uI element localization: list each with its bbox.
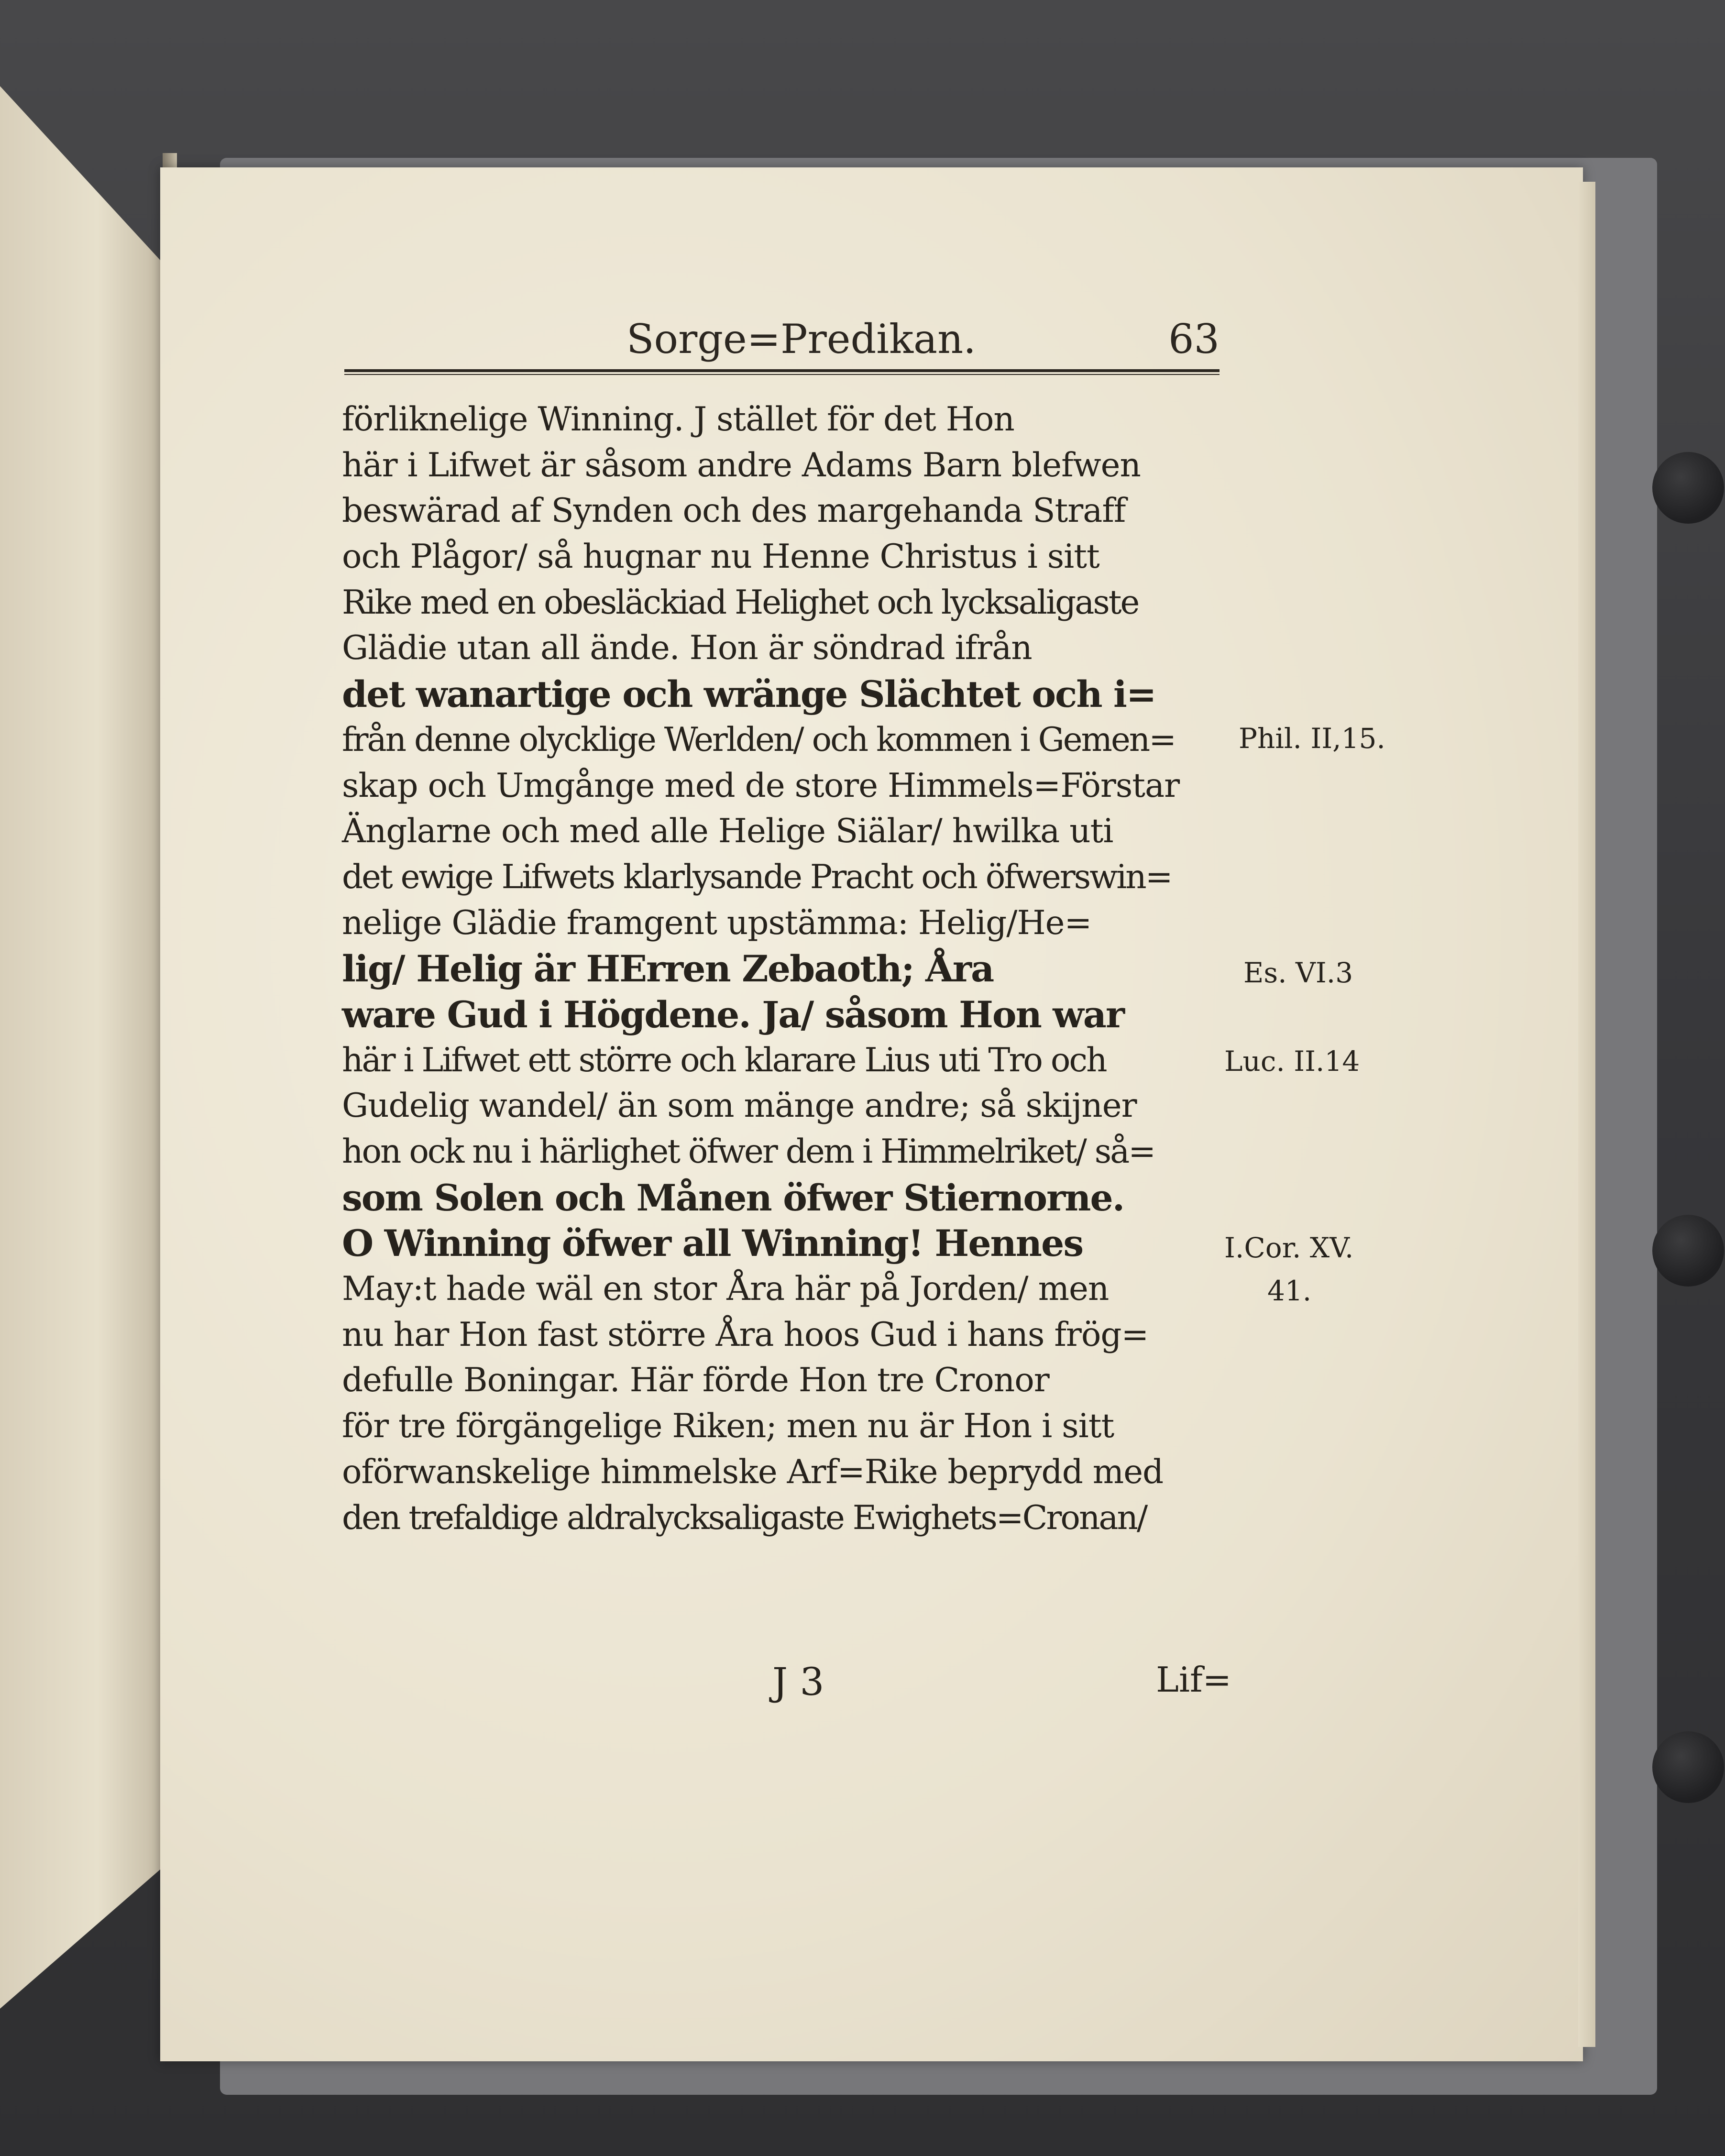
mounting-clip-bottom bbox=[1652, 1731, 1724, 1803]
text-line: beswärad af Synden och des margehanda Straff bbox=[342, 492, 1126, 530]
text-line: skap och Umgånge med de store Himmels=Förstar bbox=[342, 766, 1180, 805]
margin-ref-phil: Phil. II,15. bbox=[1239, 722, 1385, 755]
page-header bbox=[344, 316, 1220, 378]
page-number: 63 bbox=[1168, 316, 1220, 363]
text-line: nelige Glädie framgent upstämma: Helig/He= bbox=[342, 903, 1092, 942]
page-footer bbox=[342, 1660, 1231, 1707]
facing-left-page bbox=[0, 86, 177, 2009]
text-line: O Winning öfwer all Winning! Hennes bbox=[342, 1222, 1083, 1265]
text-line: från denne olycklige Werlden/ och kommen i Gemen= bbox=[342, 720, 1176, 759]
body-text bbox=[342, 397, 1231, 1541]
text-line: defulle Boningar. Här förde Hon tre Cronor bbox=[342, 1361, 1049, 1400]
text-line: den trefaldige aldralycksaligaste Ewighets=Cronan/ bbox=[342, 1498, 1147, 1537]
text-line: här i Lifwet ett större och klarare Lius uti Tro och bbox=[342, 1041, 1106, 1079]
margin-ref-es: Es. VI.3 bbox=[1243, 957, 1353, 989]
catchword: Lif= bbox=[1156, 1660, 1231, 1700]
text-line: Gudelig wandel/ än som mänge andre; så skijner bbox=[342, 1087, 1137, 1125]
text-line: förliknelige Winning. J stället för det Hon bbox=[342, 400, 1014, 439]
header-rule bbox=[344, 369, 1220, 375]
text-line: det ewige Lifwets klarlysande Pracht och öfwerswin= bbox=[342, 858, 1172, 896]
text-line: här i Lifwet är såsom andre Adams Barn blefwen bbox=[342, 446, 1141, 484]
margin-ref-cor-verse: 41. bbox=[1267, 1275, 1312, 1307]
margin-ref-luc: Luc. II.14 bbox=[1224, 1045, 1360, 1078]
text-line: May:t hade wäl en stor Åra här på Jorden/ men bbox=[342, 1270, 1109, 1309]
text-line: hon ock nu i härlighet öfwer dem i Himmelriket/ så= bbox=[342, 1133, 1155, 1171]
running-title: Sorge=Predikan. bbox=[626, 316, 976, 363]
text-line: Rike med en obesläckiad Helighet och lycksaligaste bbox=[342, 583, 1139, 622]
text-line: nu har Hon fast större Åra hoos Gud i hans frög= bbox=[342, 1315, 1149, 1354]
mounting-clip-middle bbox=[1652, 1215, 1724, 1287]
text-line: Änglarne och med alle Helige Siälar/ hwilka uti bbox=[342, 812, 1113, 851]
text-line: som Solen och Månen öfwer Stiernorne. bbox=[342, 1176, 1124, 1219]
text-line: lig/ Helig är HErren Zebaoth; Åra bbox=[342, 947, 994, 990]
signature-mark: J 3 bbox=[772, 1660, 824, 1704]
text-line: och Plågor/ så hugnar nu Henne Christus i sitt bbox=[342, 538, 1099, 576]
mounting-clip-top bbox=[1652, 452, 1724, 524]
text-line: ware Gud i Högdene. Ja/ såsom Hon war bbox=[342, 993, 1124, 1036]
margin-ref-cor: I.Cor. XV. bbox=[1224, 1232, 1354, 1264]
text-line: oförwanskelige himmelske Arf=Rike beprydd med bbox=[342, 1452, 1164, 1491]
page-edge bbox=[1578, 182, 1595, 2047]
text-line: Glädie utan all ände. Hon är söndrad ifrån bbox=[342, 629, 1032, 668]
text-line: det wanartige och wränge Slächtet och i= bbox=[342, 673, 1156, 716]
text-line: för tre förgängelige Riken; men nu är Hon i sitt bbox=[342, 1407, 1114, 1446]
